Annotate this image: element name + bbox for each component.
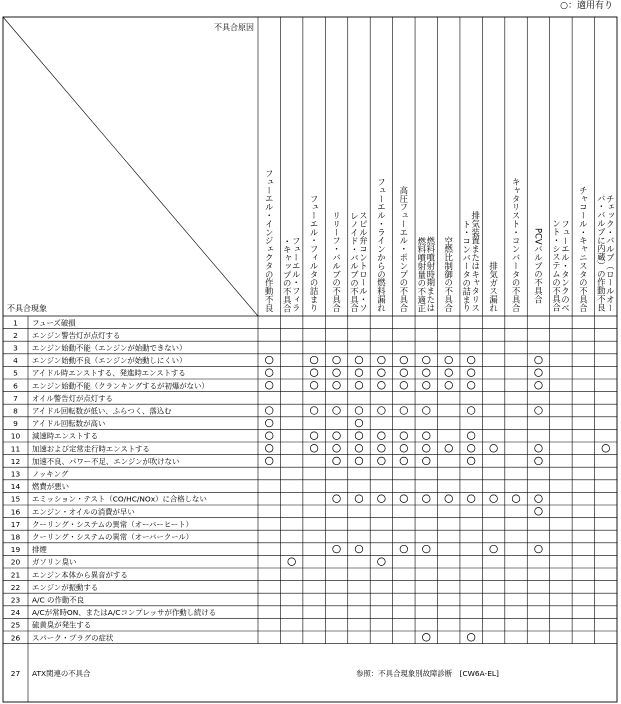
applicable-mark bbox=[467, 445, 475, 453]
row-number: 9 bbox=[13, 419, 18, 429]
cause-header-text: フューエル・フィラ bbox=[291, 236, 302, 312]
symptom-text: クーリング・システムの異常（オーバーヒート） bbox=[32, 519, 194, 529]
applicable-mark bbox=[355, 419, 363, 427]
cause-header-text: キャタリスト・コンバータの不具合 bbox=[511, 177, 522, 312]
applicable-mark bbox=[333, 407, 341, 415]
applicable-mark bbox=[535, 382, 543, 390]
applicable-mark bbox=[310, 445, 318, 453]
applicable-mark bbox=[445, 382, 453, 390]
applicable-mark bbox=[310, 369, 318, 377]
row-number: 16 bbox=[10, 507, 21, 517]
applicable-mark bbox=[467, 407, 475, 415]
cause-header-label: 不具合原因 bbox=[214, 23, 254, 32]
applicable-mark bbox=[400, 495, 408, 503]
cause-header-text: ト・コンバータの詰まり bbox=[461, 219, 472, 312]
applicable-mark bbox=[400, 445, 408, 453]
applicable-mark bbox=[445, 445, 453, 453]
applicable-mark bbox=[535, 407, 543, 415]
cause-header-text: チェック・バルブ（ロールオー bbox=[605, 194, 616, 312]
row-number: 5 bbox=[13, 368, 18, 378]
cause-header-3 bbox=[309, 194, 319, 312]
applicable-mark bbox=[333, 369, 341, 377]
applicable-mark bbox=[535, 545, 543, 553]
applicable-mark bbox=[490, 495, 498, 503]
applicable-mark bbox=[378, 369, 386, 377]
row-number: 19 bbox=[10, 545, 21, 555]
cause-header-text: レノイド・バルブの不具合 bbox=[349, 211, 360, 312]
symptom-header-label: 不具合現象 bbox=[7, 304, 47, 313]
symptom-text: 排煙 bbox=[32, 545, 47, 555]
applicable-mark bbox=[535, 356, 543, 364]
applicable-mark bbox=[333, 457, 341, 465]
row-number: 17 bbox=[10, 519, 21, 529]
symptom-text: 減速時エンストする bbox=[32, 431, 99, 441]
applicable-mark bbox=[378, 356, 386, 364]
applicable-mark bbox=[490, 545, 498, 553]
cause-header-11 bbox=[489, 261, 499, 312]
applicable-mark bbox=[467, 369, 475, 377]
applicable-mark bbox=[310, 382, 318, 390]
applicable-mark bbox=[355, 407, 363, 415]
cause-header-text: ・キャップの不具合 bbox=[282, 236, 293, 312]
symptom-text: エンジン・オイルの消費が早い bbox=[32, 507, 135, 517]
row-number: 13 bbox=[10, 469, 21, 479]
applicable-mark bbox=[378, 432, 386, 440]
symptom-text: エミッション・テスト（CO/HC/NOx）に合格しない bbox=[32, 494, 207, 504]
applicable-mark bbox=[422, 432, 430, 440]
applicable-mark bbox=[378, 407, 386, 415]
symptom-text: フューズ破損 bbox=[32, 318, 76, 328]
row-number: 20 bbox=[10, 557, 21, 567]
applicable-mark bbox=[467, 382, 475, 390]
symptom-text: アイドル時エンストする、発進時エンストする bbox=[32, 368, 186, 378]
row-number: 18 bbox=[10, 532, 21, 542]
symptom-text: ノッキング bbox=[32, 469, 69, 479]
applicable-mark bbox=[400, 432, 408, 440]
applicable-mark bbox=[400, 457, 408, 465]
symptom-text: A/C の作動不良 bbox=[32, 595, 85, 605]
cause-header-text: ント・システムの不具合 bbox=[551, 219, 562, 312]
cause-header-15 bbox=[578, 186, 588, 313]
symptom-text: アイドル回転数が低い、ふらつく、落込む bbox=[32, 406, 172, 416]
applicable-mark bbox=[378, 382, 386, 390]
row-number: 10 bbox=[10, 431, 21, 441]
applicable-mark bbox=[265, 382, 273, 390]
applicable-mark bbox=[512, 495, 520, 503]
applicable-mark bbox=[467, 495, 475, 503]
symptom-text: エンジン始動不能（エンジンが始動できない） bbox=[32, 343, 187, 353]
applicable-mark bbox=[355, 495, 363, 503]
applicable-mark bbox=[333, 356, 341, 364]
row-number: 23 bbox=[10, 595, 21, 605]
applicable-mark bbox=[310, 432, 318, 440]
symptom-text: ATX関連の不具合 bbox=[32, 668, 91, 678]
symptom-text: 加速不良、パワー不足、エンジンが吹けない bbox=[32, 456, 180, 466]
applicable-mark bbox=[400, 356, 408, 364]
cause-header-text: 高圧フューエル・ポンプの不具合 bbox=[398, 186, 409, 312]
cause-header-text: PCVバルブの不具合 bbox=[533, 228, 544, 304]
applicable-mark bbox=[422, 382, 430, 390]
symptom-text: 硫黄臭が発生する bbox=[32, 620, 92, 630]
applicable-mark bbox=[355, 382, 363, 390]
applicable-mark bbox=[467, 356, 475, 364]
applicable-mark bbox=[535, 495, 543, 503]
applicable-mark bbox=[602, 445, 610, 453]
symptom-text: エンジン始動不能（クランキングするが初爆がない） bbox=[32, 381, 209, 391]
applicable-mark bbox=[535, 369, 543, 377]
cause-header-9 bbox=[444, 236, 454, 313]
applicable-mark bbox=[445, 356, 453, 364]
applicable-mark bbox=[378, 457, 386, 465]
cause-header-text: バ・バルブに内蔵）の作動不良 bbox=[596, 194, 607, 312]
applicable-mark bbox=[422, 445, 430, 453]
applicable-mark bbox=[400, 369, 408, 377]
applicable-mark bbox=[490, 445, 498, 453]
row-number: 21 bbox=[10, 570, 21, 580]
applicable-mark bbox=[422, 495, 430, 503]
symptom-text: スパーク・プラグの症状 bbox=[32, 633, 114, 643]
applicable-mark bbox=[333, 445, 341, 453]
row-number: 11 bbox=[10, 444, 21, 454]
header-diagonal bbox=[3, 17, 258, 316]
applicable-mark bbox=[535, 445, 543, 453]
applicable-mark bbox=[265, 432, 273, 440]
applicable-mark bbox=[288, 558, 296, 566]
symptom-text: A/Cが常時ON、またはA/Cコンプレッサが作動し続ける bbox=[32, 608, 217, 618]
cause-header-text: フューエル・フィルタの詰まり bbox=[309, 194, 320, 312]
row-number: 3 bbox=[13, 343, 18, 353]
symptom-text: 加速および定常走行時エンストする bbox=[32, 444, 150, 454]
row-number: 6 bbox=[13, 381, 18, 391]
row-number: 2 bbox=[13, 330, 18, 340]
symptom-text: クーリング・システムの異常（オーバークール） bbox=[32, 532, 194, 542]
cause-header-4 bbox=[332, 211, 342, 313]
applicable-mark bbox=[422, 634, 430, 642]
cause-header-7 bbox=[399, 185, 409, 312]
applicable-mark bbox=[265, 457, 273, 465]
applicable-mark bbox=[422, 356, 430, 364]
applicable-mark bbox=[355, 432, 363, 440]
cause-header-text: 排気ガス漏れ bbox=[488, 261, 499, 312]
applicable-mark bbox=[422, 545, 430, 553]
cause-header-text: フューエル・タンクのベ bbox=[560, 219, 571, 312]
applicable-mark bbox=[265, 407, 273, 415]
cause-header-5 bbox=[349, 211, 368, 313]
symptom-text: 燃費が悪い bbox=[32, 482, 69, 492]
symptom-text: アイドル回転数が高い bbox=[32, 419, 106, 429]
reference-text: 参照：不具合現象別故障診断 [CW6A-EL] bbox=[356, 668, 499, 678]
row-number: 15 bbox=[10, 494, 21, 504]
row-number: 4 bbox=[13, 356, 18, 366]
cause-header-8 bbox=[416, 236, 436, 312]
row-number: 24 bbox=[10, 608, 21, 618]
row-number: 1 bbox=[13, 318, 18, 328]
cause-header-16 bbox=[596, 194, 615, 312]
applicable-mark bbox=[422, 369, 430, 377]
cause-header-text: 空燃比制御の不具合 bbox=[443, 236, 454, 312]
row-number: 22 bbox=[10, 582, 21, 592]
applicable-mark bbox=[445, 495, 453, 503]
row-number: 7 bbox=[13, 393, 18, 403]
applicable-mark bbox=[378, 558, 386, 566]
cause-header-text: スピル弁コントロール・ソ bbox=[358, 211, 369, 312]
cause-header-13 bbox=[533, 228, 543, 304]
applicable-mark bbox=[467, 634, 475, 642]
applicable-mark bbox=[400, 407, 408, 415]
legend: ○：適用有り bbox=[560, 1, 613, 11]
cause-header-1 bbox=[264, 169, 274, 313]
applicable-mark bbox=[400, 382, 408, 390]
applicable-mark bbox=[355, 369, 363, 377]
applicable-mark bbox=[355, 356, 363, 364]
applicable-mark bbox=[265, 369, 273, 377]
row-number: 8 bbox=[13, 406, 18, 416]
symptom-text: オイル警告灯が点灯する bbox=[32, 393, 113, 403]
applicable-mark bbox=[422, 407, 430, 415]
applicable-mark bbox=[355, 445, 363, 453]
applicable-mark bbox=[265, 445, 273, 453]
cause-header-text: リリーフ・バルブの不具合 bbox=[331, 211, 342, 312]
cause-header-text: 排気装置またはキャタリス bbox=[470, 211, 481, 312]
symptom-text: エンジンが振動する bbox=[32, 582, 99, 592]
cause-header-12 bbox=[511, 178, 521, 313]
applicable-mark bbox=[310, 356, 318, 364]
applicable-mark bbox=[422, 457, 430, 465]
row-number: 14 bbox=[10, 482, 21, 492]
applicable-mark bbox=[535, 508, 543, 516]
applicable-mark bbox=[333, 495, 341, 503]
symptom-text: エンジン警告灯が点灯する bbox=[32, 330, 121, 340]
cause-header-text: チャコール・キャニスタの不具合 bbox=[578, 186, 589, 312]
applicable-mark bbox=[467, 457, 475, 465]
cause-header-text: フューエル・ラインからの燃料漏れ bbox=[376, 177, 387, 312]
cause-header-2 bbox=[282, 236, 301, 313]
applicable-mark bbox=[265, 419, 273, 427]
symptom-text: エンジン始動不良（エンジンが始動しにくい） bbox=[32, 356, 187, 366]
applicable-mark bbox=[310, 407, 318, 415]
applicable-mark bbox=[378, 445, 386, 453]
applicable-mark bbox=[378, 495, 386, 503]
applicable-mark bbox=[265, 356, 273, 364]
cause-header-text: フューエル・インジェクタの作動不良 bbox=[264, 169, 275, 312]
cause-header-10 bbox=[462, 211, 481, 313]
cause-header-6 bbox=[376, 178, 386, 312]
cause-header-14 bbox=[551, 220, 570, 313]
applicable-mark bbox=[355, 545, 363, 553]
applicable-mark bbox=[333, 432, 341, 440]
applicable-mark bbox=[467, 432, 475, 440]
row-number: 26 bbox=[10, 633, 21, 643]
applicable-mark bbox=[355, 457, 363, 465]
applicable-mark bbox=[445, 369, 453, 377]
cause-header-text: 燃料噴射量の不適正 bbox=[416, 236, 427, 312]
row-number: 25 bbox=[10, 620, 21, 630]
applicable-mark bbox=[333, 382, 341, 390]
applicable-mark bbox=[400, 545, 408, 553]
row-number: 12 bbox=[10, 456, 21, 466]
symptom-text: ガソリン臭い bbox=[32, 557, 77, 567]
row-number: 27 bbox=[10, 668, 21, 678]
cause-header-text: 燃料噴射時期または bbox=[425, 236, 436, 312]
applicable-mark bbox=[535, 457, 543, 465]
symptom-text: エンジン本体から異音がする bbox=[32, 570, 128, 580]
applicable-mark bbox=[333, 545, 341, 553]
